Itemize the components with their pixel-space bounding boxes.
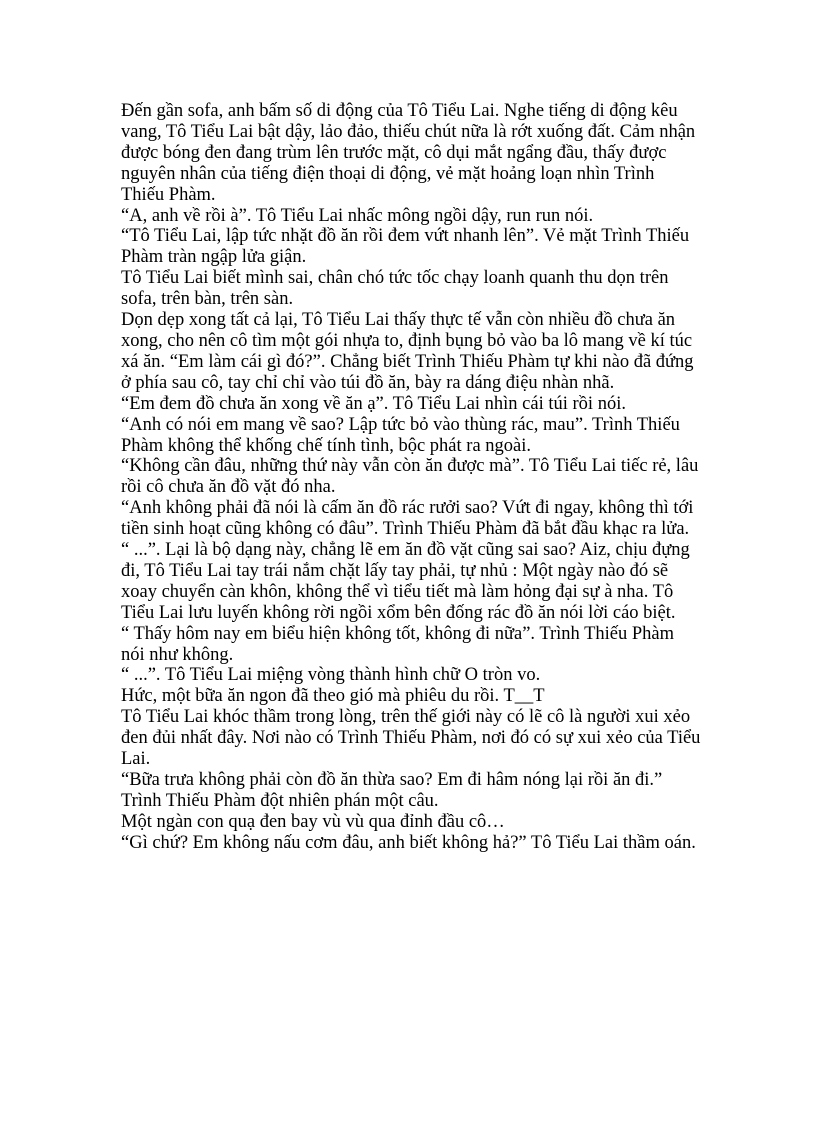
paragraph-5: Dọn dẹp xong tất cả lại, Tô Tiểu Lai thấy thực tế vẫn còn nhiều đồ chưa ăn xong, cho nên cô tìm một gói nhựa to, định bụng bỏ vào ba lô mang về kí túc xá ăn. “Em làm cái gì đó?”. Chẳng biết Trình Thiếu Phàm tự khi nào đã đứng ở phía sau cô, tay chỉ chỉ vào túi đồ ăn, bày ra dáng điệu nhàn nhã. [121,310,694,393]
paragraph-17: “Gì chứ? Em không nấu cơm đâu, anh biết không hả?” Tô Tiểu Lai thầm oán. [121,832,696,853]
paragraph-7: “Anh có nói em mang về sao? Lập tức bỏ vào thùng rác, mau”. Trình Thiếu Phàm không thể khống chế tính tình, bộc phát ra ngoài. [121,414,680,456]
document-body [121,101,701,854]
paragraph-12: “ ...”. Tô Tiểu Lai miệng vòng thành hình chữ O tròn vo. [121,665,541,686]
paragraph-15: “Bữa trưa không phải còn đồ ăn thừa sao? Em đi hâm nóng lại rồi ăn đi.” Trình Thiếu Phàm đột nhiên phán một câu. [121,770,663,811]
paragraph-2: “A, anh về rồi à”. Tô Tiểu Lai nhấc mông ngồi dậy, run run nói. [121,205,594,226]
paragraph-13: Hức, một bữa ăn ngon đã theo gió mà phiêu du rồi. T__T [121,686,545,707]
paragraph-9: “Anh không phải đã nói là cấm ăn đồ rác rưởi sao? Vứt đi ngay, không thì tới tiền sinh hoạt cũng không có đâu”. Trình Thiếu Phàm đã bắt đầu khạc ra lửa. [121,498,694,540]
paragraph-8: “Không cần đâu, những thứ này vẫn còn ăn được mà”. Tô Tiểu Lai tiếc rẻ, lâu rồi cô chưa ăn đồ vặt đó nha. [121,456,699,498]
paragraph-14: Tô Tiểu Lai khóc thầm trong lòng, trên thế giới này có lẽ cô là người xui xẻo đen đủi nhất đây. Nơi nào có Trình Thiếu Phàm, nơi đó có sự xui xẻo của Tiểu Lai. [121,707,701,770]
paragraph-6: “Em đem đồ chưa ăn xong về ăn ạ”. Tô Tiểu Lai nhìn cái túi rồi nói. [121,393,626,414]
paragraph-4: Tô Tiểu Lai biết mình sai, chân chó tức tốc chạy loanh quanh thu dọn trên sofa, trên bàn, trên sàn. [121,268,669,310]
paragraph-16: Một ngàn con quạ đen bay vù vù qua đỉnh đầu cô… [121,811,505,832]
paragraph-10: “ ...”. Lại là bộ dạng này, chẳng lẽ em ăn đồ vặt cũng sai sao? Aiz, chịu đựng đi, Tô Tiểu Lai tay trái nắm chặt lấy tay phải, tự nhủ : Một ngày nào đó sẽ xoay chuyển càn khôn, không thể vì tiểu tiết mà làm hỏng đại sự à nha. Tô Tiểu Lai lưu luyến không rời ngồi xổm bên đống rác đồ ăn nói lời cáo biệt. [121,540,690,623]
paragraph-3: “Tô Tiểu Lai, lập tức nhặt đồ ăn rồi đem vứt nhanh lên”. Vẻ mặt Trình Thiếu Phàm tràn ngập lửa giận. [121,226,690,268]
paragraph-1: Đến gần sofa, anh bấm số di động của Tô Tiểu Lai. Nghe tiếng di động kêu vang, Tô Tiểu Lai bật dậy, lảo đảo, thiếu chút nữa là rớt xuống đất. Cảm nhận được bóng đen đang trùm lên trước mặt, cô dụi mắt ngẩng đầu, thấy được nguyên nhân của tiếng điện thoại di động, vẻ mặt hoảng loạn nhìn Trình Thiếu Phàm. [121,101,696,205]
paragraph-11: “ Thấy hôm nay em biểu hiện không tốt, không đi nữa”. Trình Thiếu Phàm nói như không. [121,623,674,665]
